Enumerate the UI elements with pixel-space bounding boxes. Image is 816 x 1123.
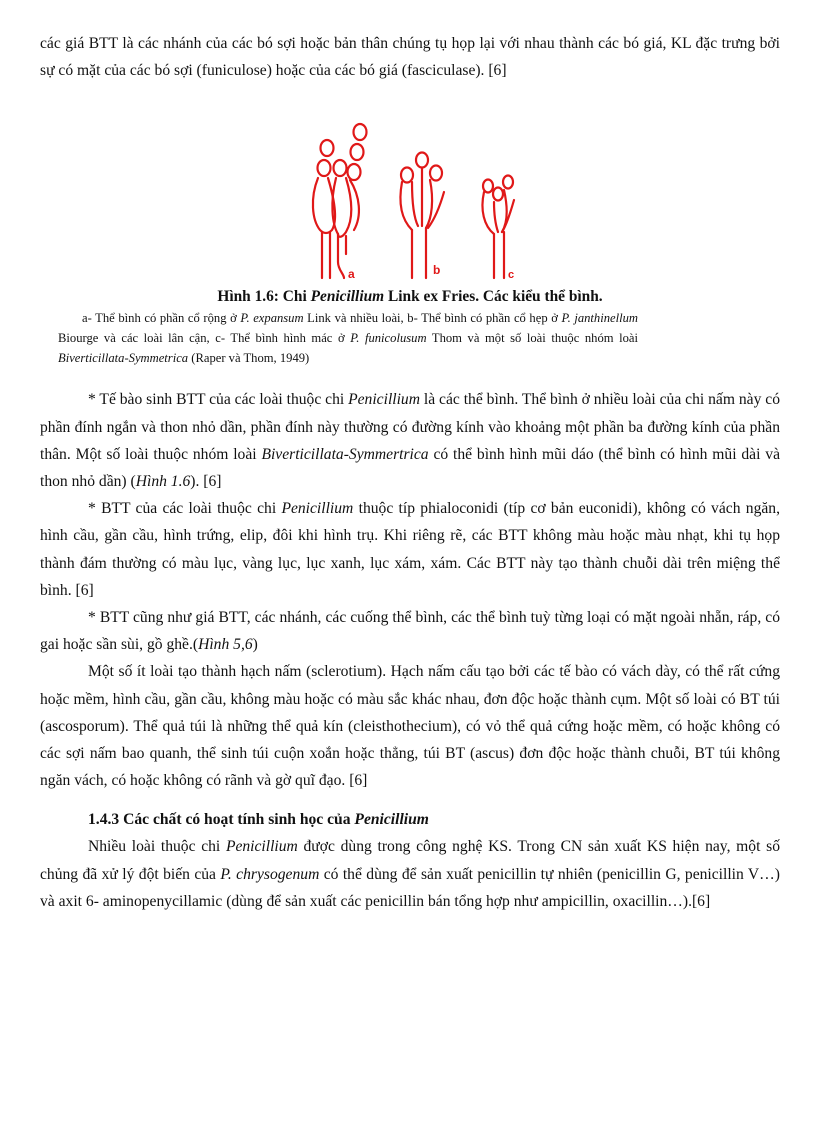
paragraph-surface: * BTT cũng như giá BTT, các nhánh, các cuống thể bình, các thể bình tuỳ từng loại có mặt ngoài nhẵn, ráp, có gai hoặc sần sùi, gồ ghề.(Hình 5,6) xyxy=(40,609,780,654)
figure-phialide-types xyxy=(40,120,780,280)
phialide-drawing xyxy=(272,120,542,280)
paragraph-sclerotium: Một số ít loài tạo thành hạch nấm (sclerotium). Hạch nấm cấu tạo bởi các tế bào có vách dày, có thể rất cứng hoặc mềm, hình cầu, gần cầu, không màu hoặc có màu sắc khác nhau, đơn độc hoặc thành cụm. Một số loài có BT túi (ascosporum). Thể quả túi là những thể quả kín (cleisthothecium), có vỏ thể quả cứng hoặc mềm, có hoặc không có các sợi nấm bao quanh, thể sinh túi cuộn xoắn hoặc thẳng, túi BT (ascus) đơn độc hoặc thành chuỗi, BT túi không ngăn vách, có hoặc không có rãnh và gờ quĩ đạo. [6] xyxy=(40,663,780,790)
figure-label-c: c xyxy=(508,269,515,281)
phialide-type-a xyxy=(313,124,367,281)
paragraph-conidia: * BTT của các loài thuộc chi Penicillium thuộc típ phialoconidi (típ cơ bản euconidi), không có vách ngăn, hình cầu, gần cầu, hình trứng, elip, đôi khi hình trụ. Khi riêng rẽ, các BTT không màu hoặc màu nhạt, khi tụ họp thành đám thường có màu lục, vàng lục, lục xanh, lục xám, xám. Các BTT này tạo thành chuỗi dài trên miệng thể bình. [6] xyxy=(40,500,780,599)
figure-note: a- Thể bình có phần cổ rộng ở P. expansum Link và nhiều loài, b- Thể bình có phần cổ hẹp ở P. janthinellum Biourge và các loài lân cận, c- Thể bình hình mác ở P. funicolusum Thom và một số loài thuộc nhóm loài Biverticillata-Symmetrica (Raper và Thom, 1949) xyxy=(58,311,639,366)
paragraph-antibiotics: Nhiều loài thuộc chi Penicillium được dùng trong công nghệ KS. Trong CN sản xuất KS hiện nay, một số chủng đã xử lý đột biến của P. chrysogenum có thể dùng để sản xuất penicillin tự nhiên (penicillin G, penicillin V…) và axit 6- aminopenycillamic (dùng để sản xuất các penicillin bán tổng hợp như ampicillin, oxacillin…).[6] xyxy=(40,838,780,910)
document-page xyxy=(40,30,780,915)
paragraph-phialides: * Tế bào sinh BTT của các loài thuộc chi Penicillium là các thể bình. Thể bình ở nhiều loài của chi nấm này có phần đính ngắn và thon nhỏ dần, phần đính này thường có đường kính vào khoảng một phần ba đường kính của phần thân. Một số loài thuộc nhóm loài Biverticillata-Symmertrica có thể bình hình mũi dáo (thể bình có hình mũi dài và thon nhỏ dần) (Hình 1.6). [6] xyxy=(40,391,781,491)
figure-title: Hình 1.6: Chi Penicillium Link ex Fries. Các kiểu thể bình. xyxy=(217,288,603,306)
phialide-type-b xyxy=(400,153,444,279)
figure-caption xyxy=(40,286,780,368)
figure-label-a: a xyxy=(348,267,355,281)
figure-label-b: b xyxy=(433,263,441,278)
section-heading: 1.4.3 Các chất có hoạt tính sinh học của Penicillium xyxy=(88,811,429,829)
paragraph-intro: các giá BTT là các nhánh của các bó sợi hoặc bản thân chúng tụ họp lại với nhau thành các bó giá, KL đặc trưng bởi sự có mặt của các bó sợi (funiculose) hoặc của các bó giá (fasciculase). [6] xyxy=(40,35,780,80)
phialide-type-c xyxy=(482,176,514,279)
